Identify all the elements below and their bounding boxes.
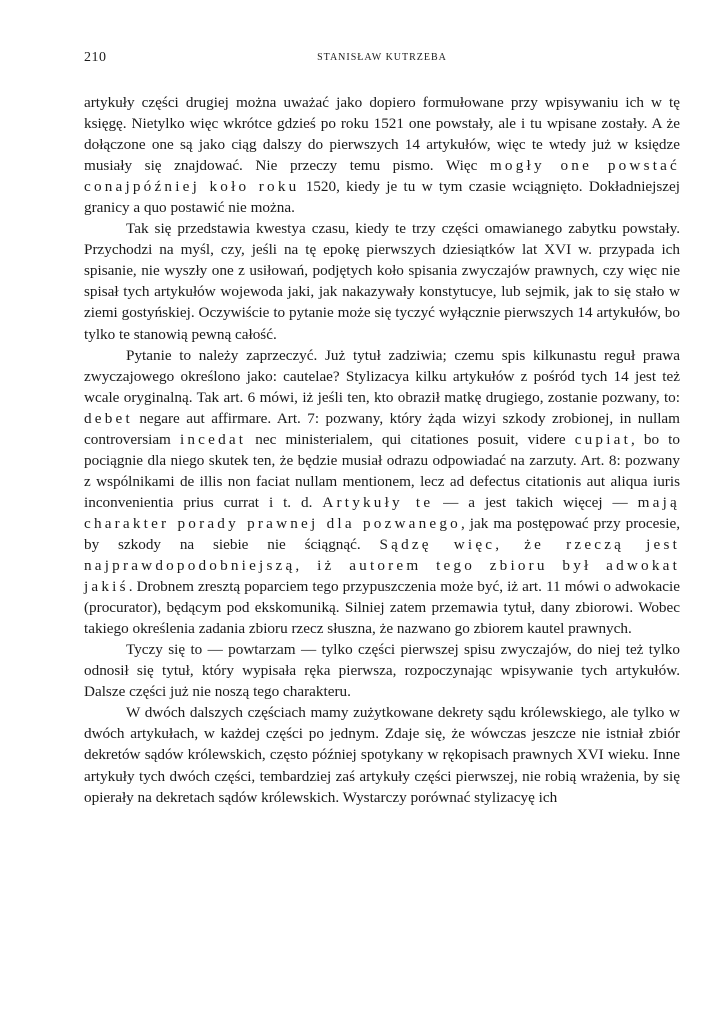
spaced-emphasis: Artykuły te bbox=[322, 493, 434, 511]
page-header bbox=[84, 50, 680, 72]
text-run: Tak się przedstawia kwestya czasu, kiedy te trzy części omawianego zabytku powstały. Przychodzi na myśl, czy, jeśli na tę epokę pierwszych dziesiątków lat XVI w. przypada ich spisanie, nie wyszły one z usiłowań, podjętych koło spisania zwyczajów prawnych, czy więc nie spisał tych artykułów wojewoda jaki, jak nakazywały konstytucye, lub sejmik, jak to się stało w ziemi gostyńskiej. Oczywiście to pytanie może się tyczyć wyłącznie pierwszych 14 artykułów, bo tylko te stanowią pewną całość. bbox=[84, 220, 680, 343]
spaced-emphasis: mają charakter porady prawnej dla pozwanego bbox=[84, 493, 680, 532]
paragraph bbox=[84, 92, 680, 218]
text-run: 1520, kiedy je tu w tym czasie wciągnięto. Dokładniejszej granicy a quo postawić nie można. bbox=[84, 178, 680, 217]
paragraph bbox=[84, 218, 680, 344]
paragraph bbox=[84, 639, 680, 702]
text-run: — a jest takich więcej — bbox=[433, 493, 638, 511]
paragraph bbox=[84, 345, 680, 640]
text-run: artykuły części drugiej można uważać jako dopiero formułowane przy wpisywaniu ich w tę księgę. Nietylko więc wkrótce gdzieś po roku 1521 one powstały, ale i tu wpisane zostały. A że dołączone one są jako ciąg dalszy do pierwszych 14 artykułów, więc te wtedy już w księdze musiały się znajdować. Nie przeczy temu pismo. Więc bbox=[84, 94, 680, 175]
spaced-emphasis: debet bbox=[84, 409, 133, 427]
paragraph bbox=[84, 702, 680, 807]
spaced-emphasis: incedat bbox=[179, 430, 247, 448]
spaced-emphasis: Sądzę więc, że rzeczą jest najprawdopodobniejszą, iż autorem tego zbioru był adwokat jakiś bbox=[84, 535, 680, 596]
text-run: . Drobnem zresztą poparciem tego przypuszczenia może być, iż art. 11 mówi o adwokacie (procurator), będącym pod ekskomuniką. Silniej zatem przemawia tytuł, dany zbiorowi. Wobec takiego określenia zadania zbioru rzecz słuszna, że nazwano go zbiorem kautel prawnych. bbox=[84, 578, 680, 638]
text-run: Tyczy się to — powtarzam — tylko części pierwszej spisu zwyczajów, do niej też tylko odnosił się tytuł, który wypisała ręka pierwsza, rozpoczynając wpisywanie tych artykułów. Dalsze części już nie noszą tego charakteru. bbox=[84, 641, 680, 701]
page-number: 210 bbox=[84, 50, 107, 65]
text-run: Pytanie to należy zaprzeczyć. Już tytuł zadziwia; czemu spis kilkunastu reguł prawa zwyczajowego określono jako: cautelae? Stylizacya kilku artykułów z pośród tych 14 jest też wcale oryginalną. Tak art. 6 mówi, iż jeśli ten, kto obraził matkę drugiego, zostanie pozwany, to: bbox=[84, 346, 680, 406]
spaced-emphasis: cupiat bbox=[574, 430, 631, 448]
running-head: STANISŁAW KUTRZEBA bbox=[317, 52, 447, 63]
text-run: nec ministerialem, qui citationes posuit, videre bbox=[246, 430, 575, 448]
text-run: W dwóch dalszych częściach mamy zużytkowane dekrety sądu królewskiego, ale tylko w dwóch artykułach, w każdej części po jednym. Zdaje się, że wówczas jeszcze nie istniał zbiór dekretów sądów królewskich, często później spotykany w rękopisach prawnych XVI wieku. Inne artykuły tych dwóch części, tembardziej zaś artykuły części pierwszej, nie robią wrażenia, by się opierały na dekretach sądów królewskich. Wystarczy porównać stylizacyę ich bbox=[84, 704, 680, 806]
spaced-emphasis: mogły one powstać conajpóźniej koło roku bbox=[84, 157, 680, 196]
text-run: negare aut affirmare. Art. 7: pozwany, który żąda wizyi szkody zrobionej, in nullam controversiam bbox=[84, 409, 680, 448]
text-run: , jak ma postępować przy procesie, by szkody na siebie nie ściągnąć. bbox=[84, 514, 681, 553]
body-text bbox=[84, 92, 680, 808]
text-run: , bo to pociągnie dla niego skutek ten, że będzie musiał odrazu odpowiadać na zarzuty. Art. 8: pozwany z wspólnikami de illis non faciat nullam mentionem, lecz ad defectus citationis aut aliqua iuris inconvenientia prius currat i t. d. bbox=[84, 430, 680, 511]
